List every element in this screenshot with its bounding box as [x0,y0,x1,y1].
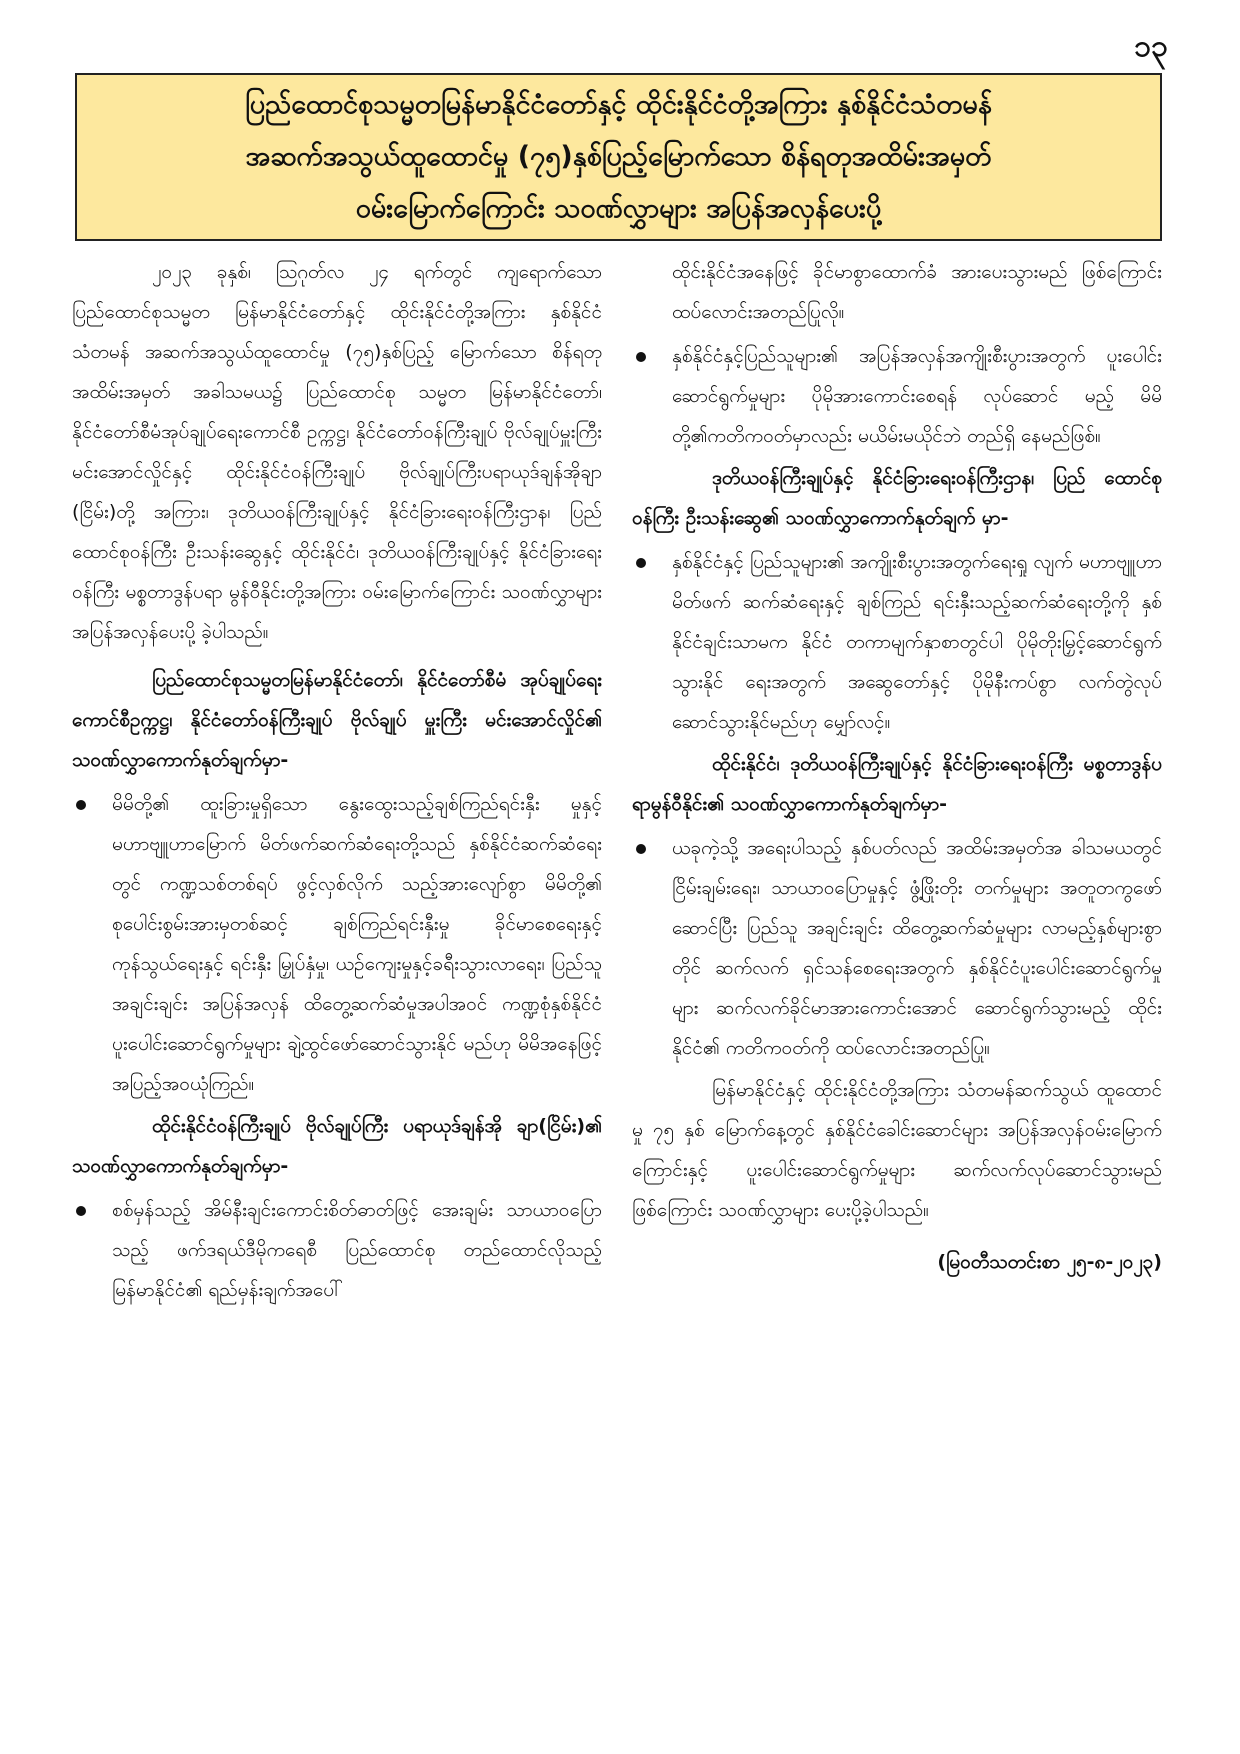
bullet-item [72,1190,602,1310]
bullet-text: မိမိတို့၏ ထူးခြားမှုရှိသော နွေးထွေးသည့်ချစ်ကြည်ရင်းနှီး မှုနှင့် မဟာဗျူဟာမြောက် မိတ်ဖက်ဆက်ဆံရေးတို့သည် နှစ်နိုင်ငံဆက်ဆံရေးတွင် ကဏ္ဍသစ်တစ်ရပ် ဖွင့်လှစ်လိုက် သည့်အားလျော်စွာ မိမိတို့၏ စုပေါင်းစွမ်းအားမှတစ်ဆင့် ချစ်ကြည်ရင်းနှီးမှု ခိုင်မာစေရေးနှင့်ကုန်သွယ်ရေးနှင့် ရင်းနှီး မြှုပ်နှံမှု၊ ယဉ်ကျေးမှုနှင့်ခရီးသွားလာရေး၊ ပြည်သူအချင်းချင်း အပြန်အလှန် ထိတွေ့ဆက်ဆံမှုအပါအဝင် ကဏ္ဍစုံနှစ်နိုင်ငံ ပူးပေါင်းဆောင်ရွက်မှုများ ချဲ့ထွင်ဖော်ဆောင်သွားနိုင် မည်ဟု မိမိအနေဖြင့် အပြည့်အဝယုံကြည်။ [112,793,602,1095]
bullet-item [632,336,1162,456]
title-line-1: ပြည်ထောင်စုသမ္မတမြန်မာနိုင်ငံတော်နှင့် ထိုင်းနိုင်ငံတို့အကြား နှစ်နိုင်ငံသံတမန် [245,89,992,120]
bullet-icon [636,352,646,362]
heading-thai-fm: ထိုင်းနိုင်ငံ၊ ဒုတိယဝန်ကြီးချုပ်နှင့် နိုင်ငံခြားရေးဝန်ကြီး မစ္စတာဒွန်ပရာမွန်ဝီနိုင်း၏ သဝဏ်လွှာကောက်နုတ်ချက်မှာ- [632,753,1162,815]
bullet-item [72,784,602,1104]
heading-myanmar-fm: ဒုတိယဝန်ကြီးချုပ်နှင့် နိုင်ငံခြားရေးဝန်ကြီးဌာန၊ ပြည် ထောင်စုဝန်ကြီး ဦးသန်းဆွေ၏ သဝဏ်လွှာကောက်နုတ်ချက် မှာ- [632,467,1162,529]
bullet-continuation: ထိုင်းနိုင်ငံအနေဖြင့် ခိုင်မာစွာထောက်ခံ အားပေးသွားမည် ဖြစ်ကြောင်း ထပ်လောင်းအတည်ပြုလို။ [672,261,1162,323]
left-column [72,252,602,1312]
title-line-3: ဝမ်းမြောက်ကြောင်း သဝဏ်လွှာများ အပြန်အလှန်ပေးပို့ [355,193,882,224]
bullet-icon [76,1206,86,1216]
bullet-text: နှစ်နိုင်ငံနှင့် ပြည်သူများ၏ အကျိုးစီးပွားအတွက်ရေးရှု လျက် မဟာဗျူဟာမိတ်ဖက် ဆက်ဆံရေးနှင့် ချစ်ကြည် ရင်းနှီးသည့်ဆက်ဆံရေးတို့ကို နှစ်နိုင်ငံချင်းသာမက နိုင်ငံ တကာမျက်နှာစာတွင်ပါ ပိုမိုတိုးမြှင့်ဆောင်ရွက်သွားနိုင် ရေးအတွက် အဆွေတော်နှင့် ပိုမိုနီးကပ်စွာ လက်တွဲလုပ် ဆောင်သွားနိုင်မည်ဟု မျှော်လင့်။ [672,551,1162,733]
title-box [75,73,1162,241]
bullet-text: စစ်မှန်သည့် အိမ်နီးချင်းကောင်းစိတ်ဓာတ်ဖြင့် အေးချမ်း သာယာဝပြောသည့် ဖက်ဒရယ်ဒီမိုကရေစီ ပြည်ထောင်စု တည်ထောင်လိုသည့် မြန်မာနိုင်ငံ၏ ရည်မှန်းချက်အပေါ် [112,1199,602,1301]
source-citation: (မြဝတီသတင်းစာ ၂၅-၈-၂၀၂၃) [937,1251,1162,1273]
bullet-text: ယခုကဲ့သို့ အရေးပါသည့် နှစ်ပတ်လည် အထိမ်းအမှတ်အ ခါသမယတွင် ငြိမ်းချမ်းရေး၊ သာယာဝပြောမှုနှင့် ဖွံ့ဖြိုးတိုး တက်မှုများ အတူတကွဖော်ဆောင်ပြီး ပြည်သူ အချင်းချင်း ထိတွေ့ဆက်ဆံမှုများ လာမည့်နှစ်များစွာတိုင် ဆက်လက် ရှင်သန်စေရေးအတွက် နှစ်နိုင်ငံပူးပေါင်းဆောင်ရွက်မှုများ ဆက်လက်ခိုင်မာအားကောင်းအောင် ဆောင်ရွက်သွားမည့် ထိုင်းနိုင်ငံ၏ ကတိကဝတ်ကို ထပ်လောင်းအတည်ပြု။ [672,837,1162,1059]
bullet-icon [636,558,646,568]
page-number: ၁၃ [1134,29,1168,64]
intro-paragraph: ၂၀၂၃ ခုနှစ်၊ ဩဂုတ်လ ၂၄ ရက်တွင် ကျရောက်သော ပြည်ထောင်စုသမ္မတ မြန်မာနိုင်ငံတော်နှင့် ထိုင်းနိုင်ငံတို့အကြား နှစ်နိုင်ငံသံတမန် အဆက်အသွယ်ထူထောင်မှု (၇၅)နှစ်ပြည့် မြောက်သော စိန်ရတုအထိမ်းအမှတ် အခါသမယ၌ ပြည်ထောင်စု သမ္မတ မြန်မာနိုင်ငံတော်၊ နိုင်ငံတော်စီမံအုပ်ချုပ်ရေးကောင်စီ ဥက္ကဋ္ဌ၊ နိုင်ငံတော်ဝန်ကြီးချုပ် ဗိုလ်ချုပ်မှူးကြီးမင်းအောင်လှိုင်နှင့် ထိုင်းနိုင်ငံဝန်ကြီးချုပ် ဗိုလ်ချုပ်ကြီးပရာယုဒ်ချန်အိုချာ (ငြိမ်း)တို့ အကြား၊ ဒုတိယဝန်ကြီးချုပ်နှင့် နိုင်ငံခြားရေးဝန်ကြီးဌာန၊ ပြည် ထောင်စုဝန်ကြီး ဦးသန်းဆွေနှင့် ထိုင်းနိုင်ငံ၊ ဒုတိယဝန်ကြီးချုပ်နှင့် နိုင်ငံခြားရေးဝန်ကြီး မစ္စတာဒွန်ပရာ မွန်ဝီနိုင်းတို့အကြား ဝမ်းမြောက်ကြောင်း သဝဏ်လွှာများ အပြန်အလှန်ပေးပို့ ခဲ့ပါသည်။ [72,261,602,643]
bullet-item [632,542,1162,742]
bullet-icon [76,800,86,810]
title-line-2: အဆက်အသွယ်ထူထောင်မှု (၇၅)နှစ်ပြည့်မြောက်သော စိန်ရတုအထိမ်းအမှတ် [245,141,992,172]
right-column [632,252,1162,1282]
heading-senior-general: ပြည်ထောင်စုသမ္မတမြန်မာနိုင်ငံတော်၊ နိုင်ငံတော်စီမံ အုပ်ချုပ်ရေးကောင်စီဥက္ကဋ္ဌ၊ နိုင်ငံတော်ဝန်ကြီးချုပ် ဗိုလ်ချုပ် မှူးကြီး မင်းအောင်လှိုင်၏ သဝဏ်လွှာကောက်နုတ်ချက်မှာ- [72,669,602,771]
closing-paragraph: မြန်မာနိုင်ငံနှင့် ထိုင်းနိုင်ငံတို့အကြား သံတမန်ဆက်သွယ် ထူထောင်မှု ၇၅ နှစ် မြောက်နေ့တွင် နှစ်နိုင်ငံခေါင်းဆောင်များ အပြန်အလှန်ဝမ်းမြောက်ကြောင်းနှင့် ပူးပေါင်းဆောင်ရွက်မှုများ ဆက်လက်လုပ်ဆောင်သွားမည်ဖြစ်ကြောင်း သဝဏ်လွှာများ ပေးပို့ခဲ့ပါသည်။ [632,1079,1162,1221]
bullet-icon [636,844,646,854]
bullet-text: နှစ်နိုင်ငံနှင့်ပြည်သူများ၏ အပြန်အလှန်အကျိုးစီးပွားအတွက် ပူးပေါင်းဆောင်ရွက်မှုများ ပိုမိုအားကောင်းစေရန် လုပ်ဆောင် မည့် မိမိတို့၏ကတိကဝတ်မှာလည်း မယိမ်းမယိုင်ဘဲ တည်ရှိ နေမည်ဖြစ်။ [672,345,1162,447]
heading-thai-pm: ထိုင်းနိုင်ငံဝန်ကြီးချုပ် ဗိုလ်ချုပ်ကြီး ပရာယုဒ်ချန်အို ချာ(ငြိမ်း)၏ သဝဏ်လွှာကောက်နုတ်ချက်မှာ- [72,1115,602,1177]
bullet-item [632,828,1162,1068]
